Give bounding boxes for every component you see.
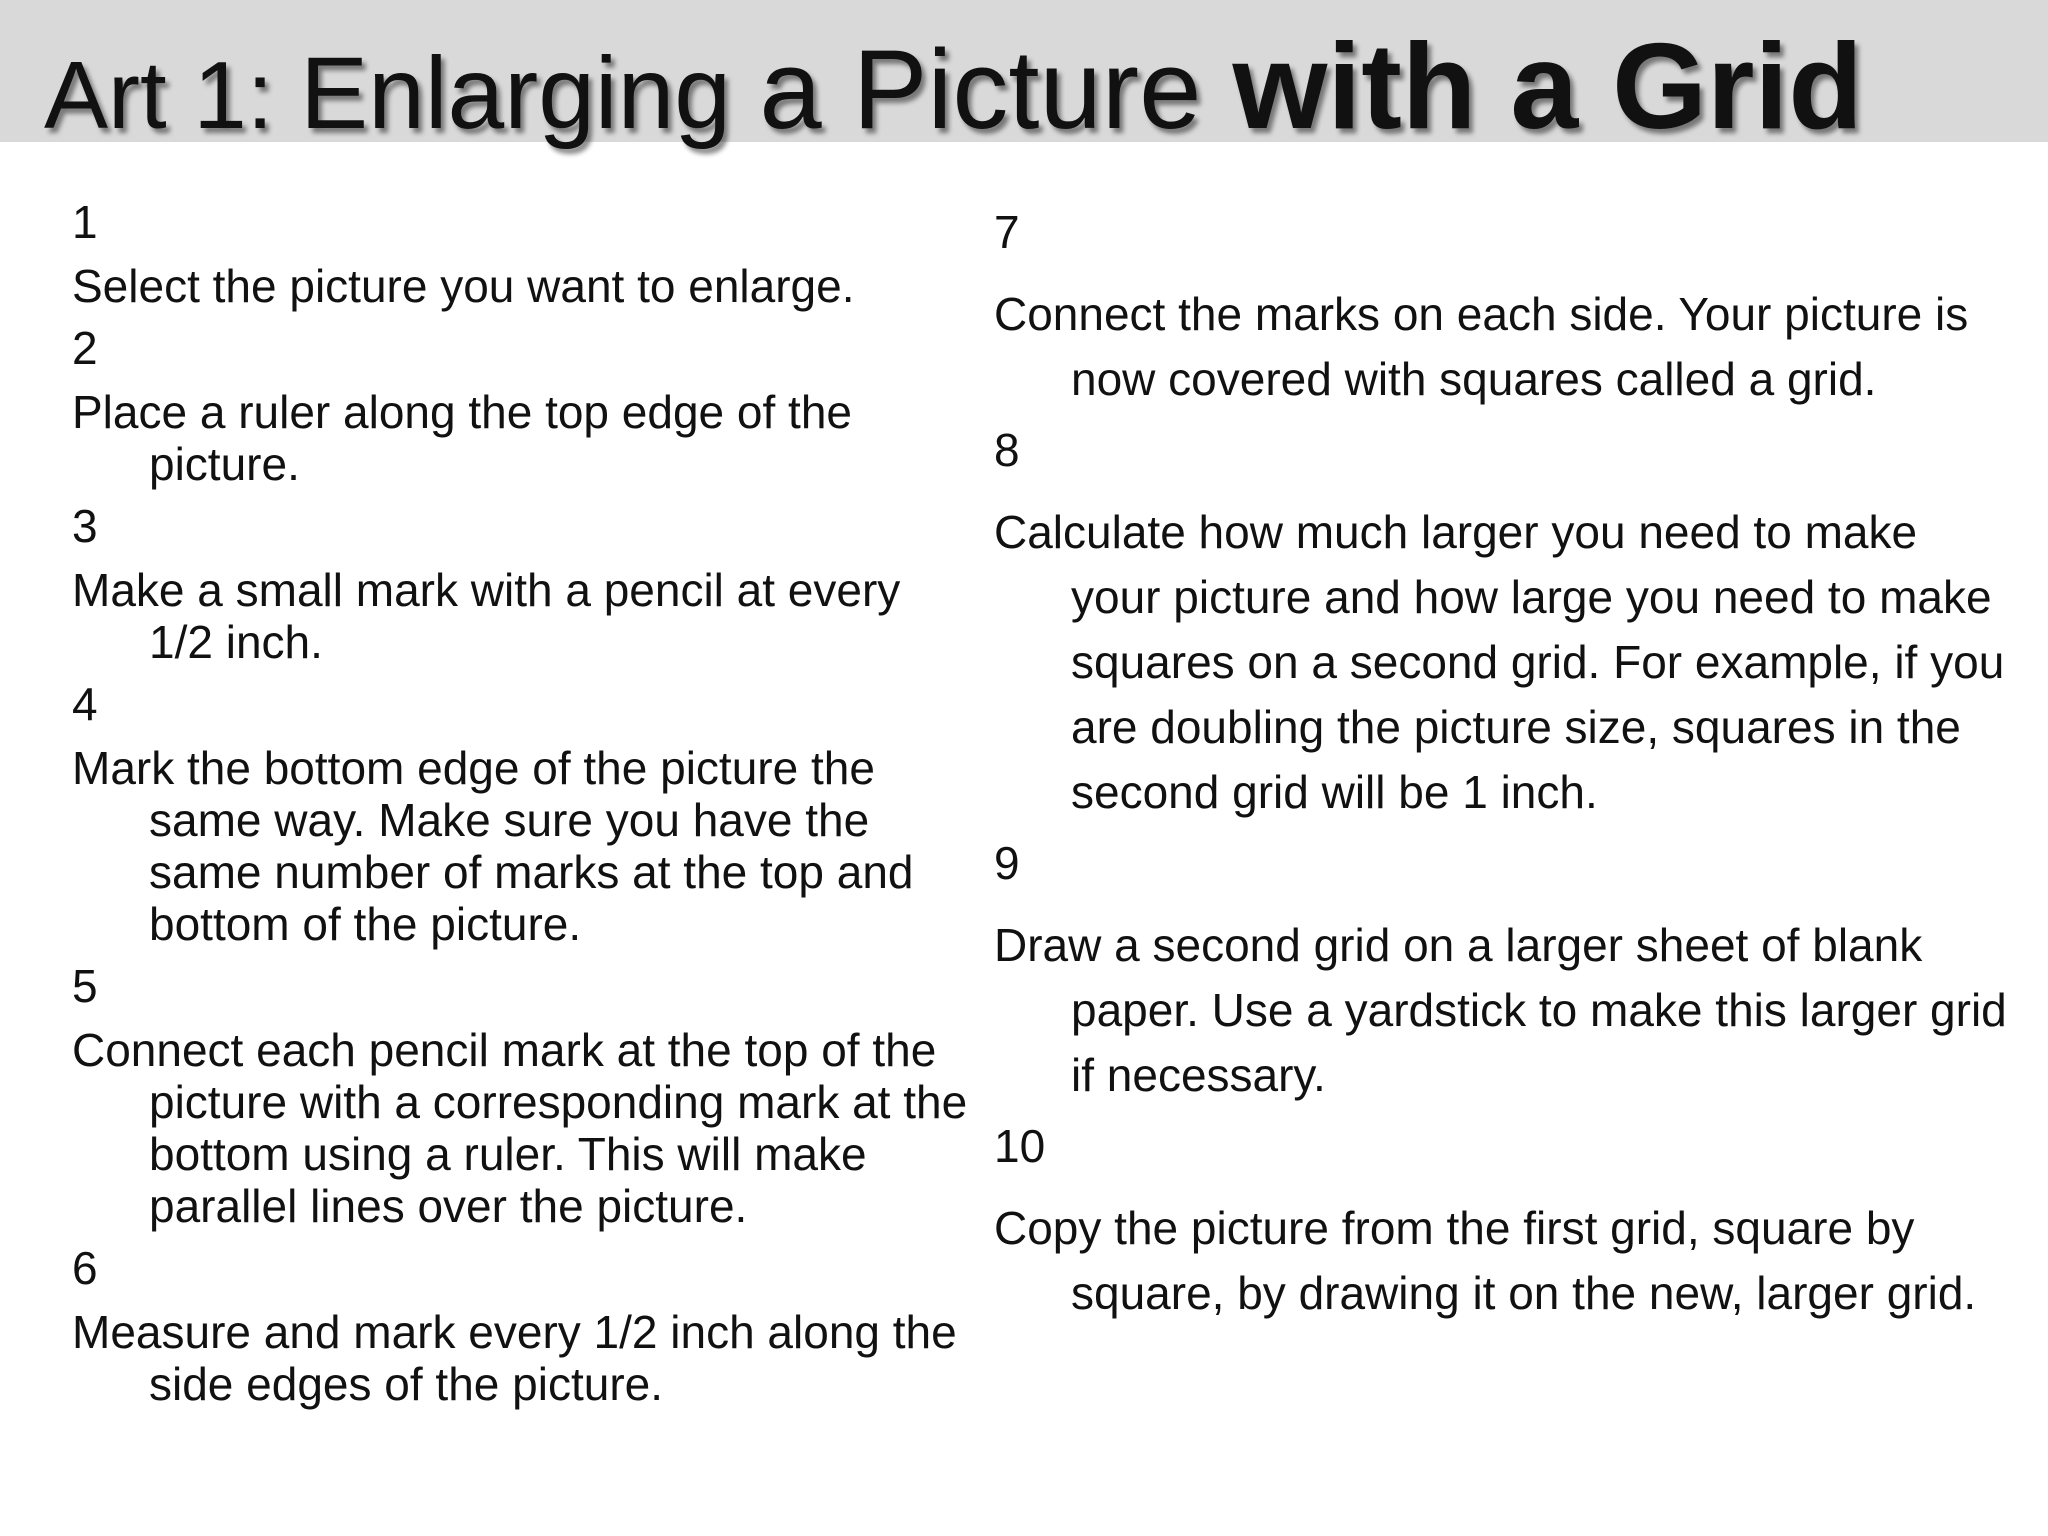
step-number: 2 [72,322,98,374]
step-9 [994,837,2014,1108]
step-number: 9 [994,837,1020,889]
step-7 [994,206,2014,412]
step-text: Select the picture you want to enlarge. [72,260,855,312]
step-number: 5 [72,960,98,1012]
step-number: 8 [994,424,1020,476]
title-part-3: a Picture [759,27,1233,152]
title-part-2: Enlarging [300,36,760,150]
step-number: 10 [994,1120,1046,1172]
title-part-4: with a Grid [1232,18,1863,154]
step-text: Mark the bottom edge of the picture the same way. Make sure you have the same number of marks at the top and bottom of the picture. [72,742,914,950]
title-bar [0,0,2048,154]
step-4 [72,678,972,950]
step-2 [72,322,972,490]
step-number: 4 [72,678,98,730]
step-5 [72,960,972,1232]
step-1 [72,196,972,312]
title-part-1: Art 1: [44,42,301,149]
step-8 [994,424,2014,825]
step-text: Place a ruler along the top edge of the picture. [72,386,853,490]
step-number: 6 [72,1242,98,1294]
step-number: 7 [994,206,1020,258]
step-text: Draw a second grid on a larger sheet of blank paper. Use a yardstick to make this larger grid if necessary. [994,919,2007,1101]
step-text: Make a small mark with a pencil at every 1/2 inch. [72,564,901,668]
page-title [44,0,1863,154]
step-text: Connect the marks on each side. Your picture is now covered with squares called a grid. [994,288,1969,405]
step-6 [72,1242,972,1410]
step-text: Connect each pencil mark at the top of the picture with a corresponding mark at the bottom using a ruler. This will make parallel lines over the picture. [72,1024,968,1232]
step-number: 1 [72,196,98,248]
step-text: Measure and mark every 1/2 inch along the side edges of the picture. [72,1306,957,1410]
steps-right-column [994,200,2014,1338]
step-number: 3 [72,500,98,552]
steps-left-column [72,190,972,1420]
step-text: Calculate how much larger you need to make your picture and how large you need to make squares on a second grid. For example, if you are doubling the picture size, squares in the second grid will be 1 inch. [994,506,2005,818]
step-10 [994,1120,2014,1326]
step-3 [72,500,972,668]
step-text: Copy the picture from the first grid, square by square, by drawing it on the new, larger grid. [994,1202,1977,1319]
